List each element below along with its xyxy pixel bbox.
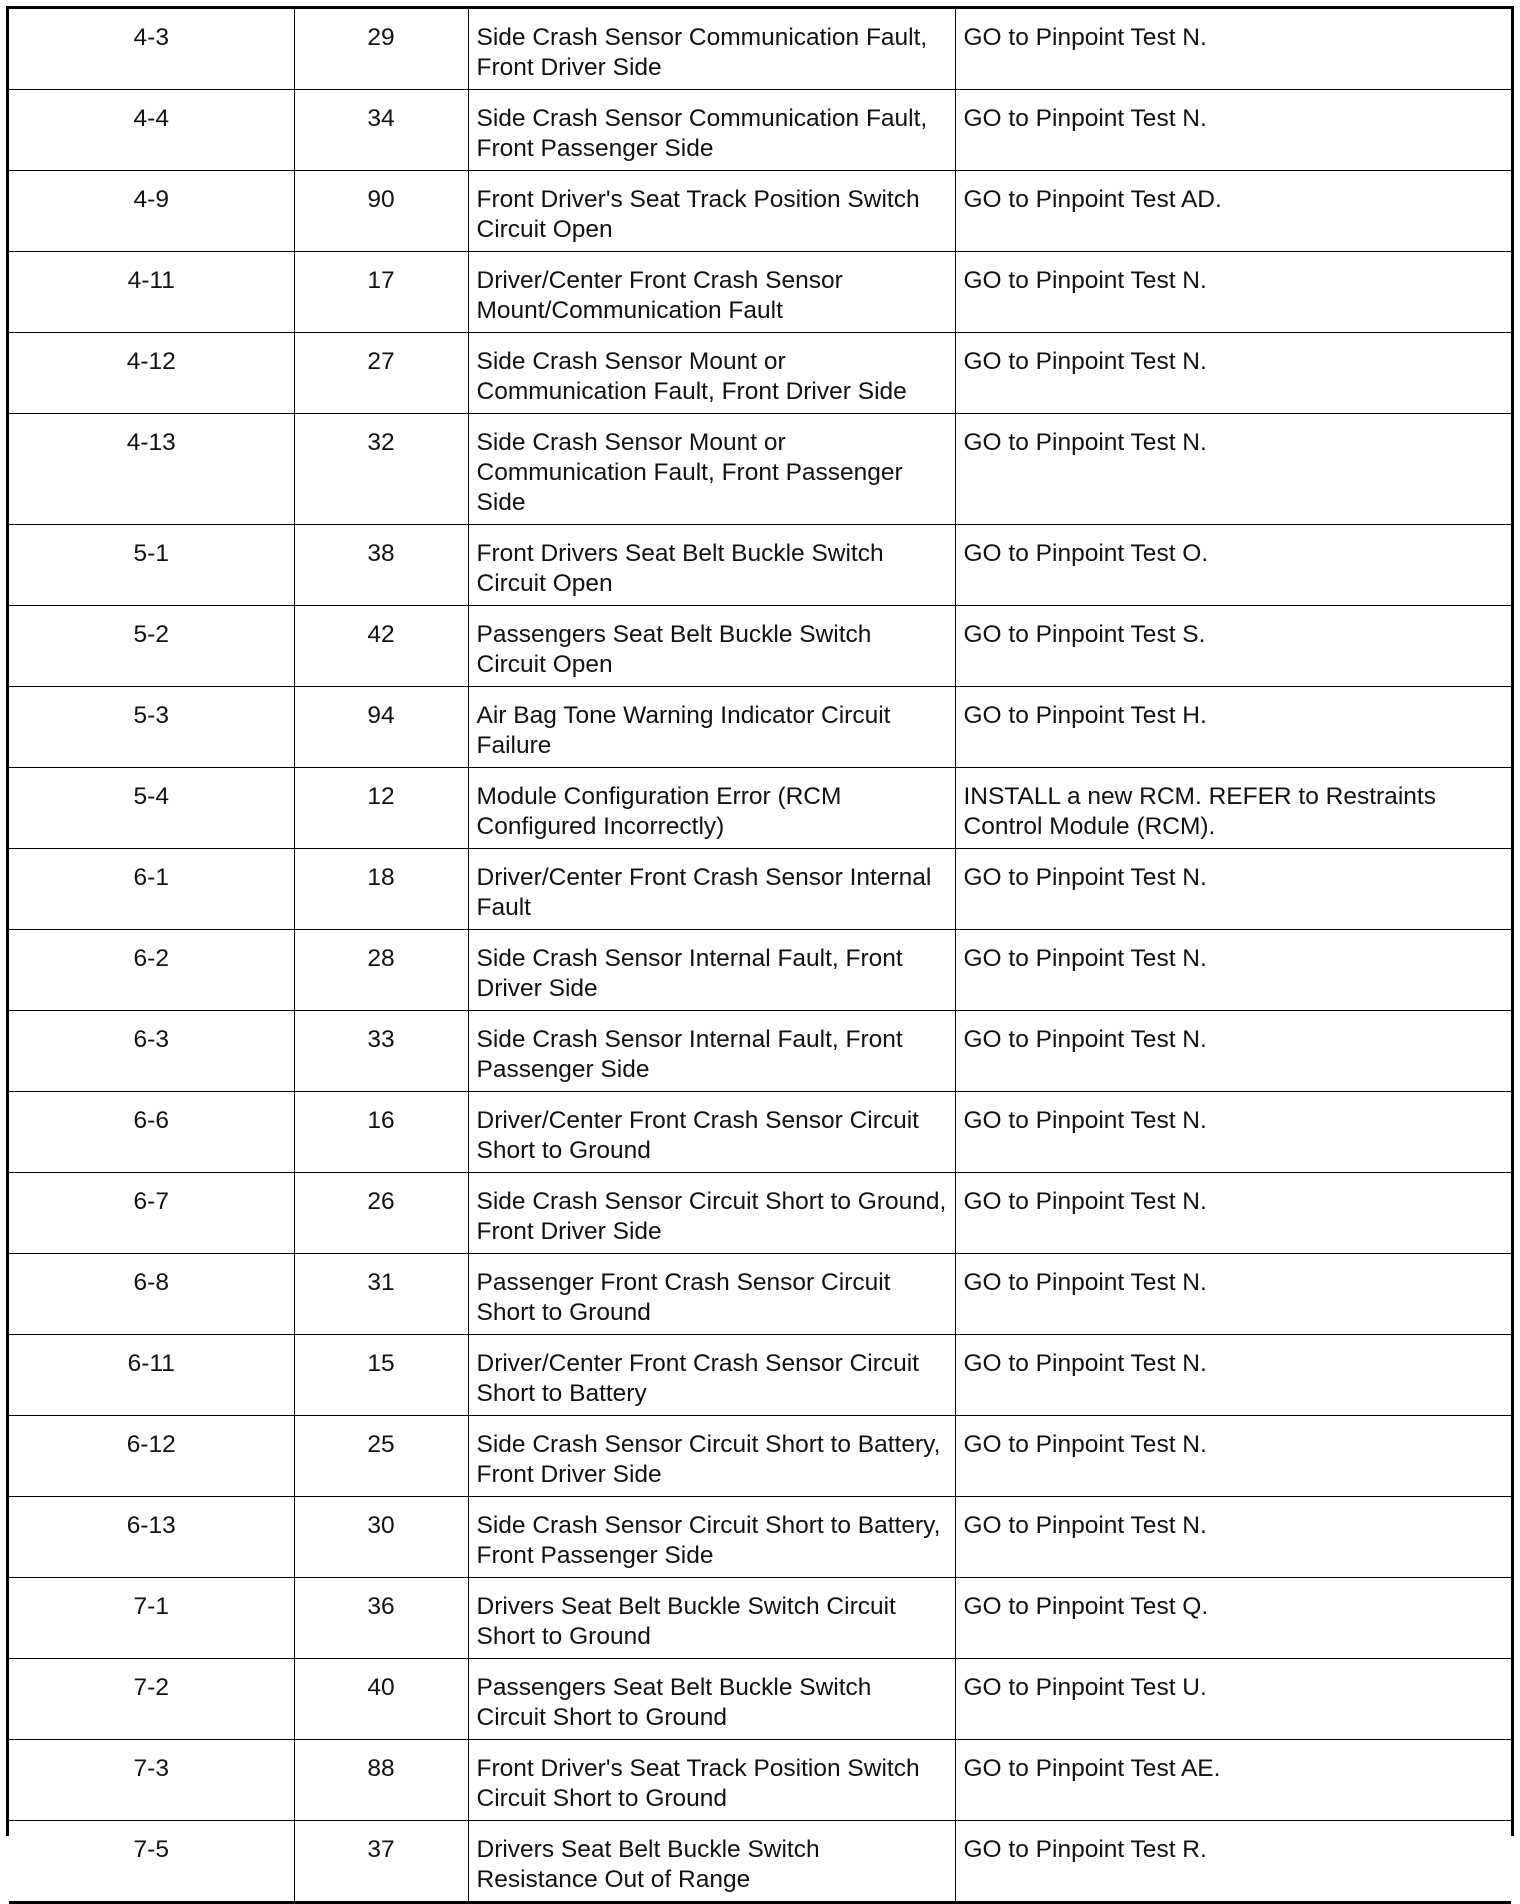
table-row: [9, 1092, 1511, 1173]
action-cell: GO to Pinpoint Test AE.: [955, 1740, 1511, 1821]
table-row: [9, 1578, 1511, 1659]
table-row: [9, 606, 1511, 687]
action-cell: GO to Pinpoint Test N.: [955, 9, 1511, 90]
dtc-code-cell: 6-6: [9, 1092, 294, 1173]
description-cell: Driver/Center Front Crash Sensor Circuit Short to Ground: [468, 1092, 955, 1173]
action-cell: GO to Pinpoint Test H.: [955, 687, 1511, 768]
description-cell: Side Crash Sensor Circuit Short to Battery, Front Passenger Side: [468, 1497, 955, 1578]
description-cell: Side Crash Sensor Communication Fault, Front Driver Side: [468, 9, 955, 90]
description-cell: Air Bag Tone Warning Indicator Circuit Failure: [468, 687, 955, 768]
flash-code-cell: 30: [294, 1497, 468, 1578]
action-cell: GO to Pinpoint Test N.: [955, 1254, 1511, 1335]
description-cell: Side Crash Sensor Circuit Short to Battery, Front Driver Side: [468, 1416, 955, 1497]
description-cell: Side Crash Sensor Mount or Communication Fault, Front Driver Side: [468, 333, 955, 414]
flash-code-cell: 38: [294, 525, 468, 606]
flash-code-cell: 40: [294, 1659, 468, 1740]
dtc-code-cell: 7-5: [9, 1821, 294, 1903]
description-cell: Drivers Seat Belt Buckle Switch Resistance Out of Range: [468, 1821, 955, 1903]
flash-code-cell: 18: [294, 849, 468, 930]
dtc-table-sheet: [6, 6, 1514, 1893]
action-cell: GO to Pinpoint Test N.: [955, 1416, 1511, 1497]
flash-code-cell: 16: [294, 1092, 468, 1173]
dtc-code-cell: 5-3: [9, 687, 294, 768]
table-row: [9, 90, 1511, 171]
dtc-code-cell: 5-4: [9, 768, 294, 849]
action-cell: GO to Pinpoint Test N.: [955, 1335, 1511, 1416]
dtc-code-cell: 6-7: [9, 1173, 294, 1254]
flash-code-cell: 90: [294, 171, 468, 252]
action-cell: GO to Pinpoint Test N.: [955, 1173, 1511, 1254]
action-cell: GO to Pinpoint Test N.: [955, 1092, 1511, 1173]
action-cell: GO to Pinpoint Test N.: [955, 90, 1511, 171]
flash-code-cell: 12: [294, 768, 468, 849]
flash-code-cell: 17: [294, 252, 468, 333]
description-cell: Passengers Seat Belt Buckle Switch Circuit Open: [468, 606, 955, 687]
description-cell: Driver/Center Front Crash Sensor Internal Fault: [468, 849, 955, 930]
dtc-code-cell: 7-3: [9, 1740, 294, 1821]
dtc-code-cell: 4-11: [9, 252, 294, 333]
dtc-code-cell: 5-1: [9, 525, 294, 606]
table-row: [9, 1497, 1511, 1578]
action-cell: GO to Pinpoint Test N.: [955, 333, 1511, 414]
table-row: [9, 1821, 1511, 1903]
action-cell: GO to Pinpoint Test R.: [955, 1821, 1511, 1903]
dtc-code-cell: 4-12: [9, 333, 294, 414]
flash-code-cell: 26: [294, 1173, 468, 1254]
action-cell: GO to Pinpoint Test N.: [955, 252, 1511, 333]
description-cell: Side Crash Sensor Communication Fault, Front Passenger Side: [468, 90, 955, 171]
description-cell: Side Crash Sensor Internal Fault, Front Driver Side: [468, 930, 955, 1011]
flash-code-cell: 29: [294, 9, 468, 90]
table-row: [9, 1173, 1511, 1254]
table-row: [9, 252, 1511, 333]
flash-code-cell: 36: [294, 1578, 468, 1659]
dtc-code-cell: 6-2: [9, 930, 294, 1011]
action-cell: GO to Pinpoint Test N.: [955, 414, 1511, 525]
flash-code-cell: 94: [294, 687, 468, 768]
description-cell: Drivers Seat Belt Buckle Switch Circuit Short to Ground: [468, 1578, 955, 1659]
action-cell: GO to Pinpoint Test AD.: [955, 171, 1511, 252]
flash-code-cell: 28: [294, 930, 468, 1011]
dtc-table: [9, 9, 1511, 1904]
flash-code-cell: 31: [294, 1254, 468, 1335]
action-cell: GO to Pinpoint Test U.: [955, 1659, 1511, 1740]
table-row: [9, 525, 1511, 606]
dtc-code-cell: 4-9: [9, 171, 294, 252]
table-row: [9, 687, 1511, 768]
dtc-code-cell: 6-11: [9, 1335, 294, 1416]
action-cell: GO to Pinpoint Test N.: [955, 1497, 1511, 1578]
dtc-code-cell: 4-4: [9, 90, 294, 171]
dtc-code-cell: 6-13: [9, 1497, 294, 1578]
description-cell: Passenger Front Crash Sensor Circuit Short to Ground: [468, 1254, 955, 1335]
description-cell: Module Configuration Error (RCM Configured Incorrectly): [468, 768, 955, 849]
dtc-code-cell: 4-3: [9, 9, 294, 90]
description-cell: Side Crash Sensor Mount or Communication Fault, Front Passenger Side: [468, 414, 955, 525]
action-cell: GO to Pinpoint Test S.: [955, 606, 1511, 687]
table-row: [9, 1659, 1511, 1740]
table-row: [9, 930, 1511, 1011]
flash-code-cell: 33: [294, 1011, 468, 1092]
description-cell: Front Drivers Seat Belt Buckle Switch Circuit Open: [468, 525, 955, 606]
dtc-code-cell: 6-8: [9, 1254, 294, 1335]
dtc-code-cell: 7-1: [9, 1578, 294, 1659]
table-row: [9, 333, 1511, 414]
action-cell: GO to Pinpoint Test Q.: [955, 1578, 1511, 1659]
description-cell: Side Crash Sensor Circuit Short to Ground, Front Driver Side: [468, 1173, 955, 1254]
flash-code-cell: 37: [294, 1821, 468, 1903]
table-row: [9, 768, 1511, 849]
table-row: [9, 1011, 1511, 1092]
flash-code-cell: 15: [294, 1335, 468, 1416]
flash-code-cell: 25: [294, 1416, 468, 1497]
table-row: [9, 1335, 1511, 1416]
table-row: [9, 171, 1511, 252]
flash-code-cell: 42: [294, 606, 468, 687]
flash-code-cell: 88: [294, 1740, 468, 1821]
flash-code-cell: 32: [294, 414, 468, 525]
table-row: [9, 1254, 1511, 1335]
flash-code-cell: 27: [294, 333, 468, 414]
dtc-code-cell: 5-2: [9, 606, 294, 687]
dtc-table-body: [9, 9, 1511, 1903]
action-cell: GO to Pinpoint Test O.: [955, 525, 1511, 606]
flash-code-cell: 34: [294, 90, 468, 171]
table-row: [9, 849, 1511, 930]
description-cell: Driver/Center Front Crash Sensor Mount/Communication Fault: [468, 252, 955, 333]
table-row: [9, 414, 1511, 525]
dtc-code-cell: 6-1: [9, 849, 294, 930]
description-cell: Side Crash Sensor Internal Fault, Front Passenger Side: [468, 1011, 955, 1092]
action-cell: GO to Pinpoint Test N.: [955, 849, 1511, 930]
table-row: [9, 9, 1511, 90]
table-row: [9, 1416, 1511, 1497]
description-cell: Front Driver's Seat Track Position Switch Circuit Open: [468, 171, 955, 252]
description-cell: Passengers Seat Belt Buckle Switch Circuit Short to Ground: [468, 1659, 955, 1740]
dtc-code-cell: 6-3: [9, 1011, 294, 1092]
action-cell: INSTALL a new RCM. REFER to Restraints Control Module (RCM).: [955, 768, 1511, 849]
dtc-code-cell: 4-13: [9, 414, 294, 525]
description-cell: Driver/Center Front Crash Sensor Circuit Short to Battery: [468, 1335, 955, 1416]
action-cell: GO to Pinpoint Test N.: [955, 1011, 1511, 1092]
dtc-code-cell: 7-2: [9, 1659, 294, 1740]
action-cell: GO to Pinpoint Test N.: [955, 930, 1511, 1011]
table-row: [9, 1740, 1511, 1821]
description-cell: Front Driver's Seat Track Position Switch Circuit Short to Ground: [468, 1740, 955, 1821]
dtc-code-cell: 6-12: [9, 1416, 294, 1497]
